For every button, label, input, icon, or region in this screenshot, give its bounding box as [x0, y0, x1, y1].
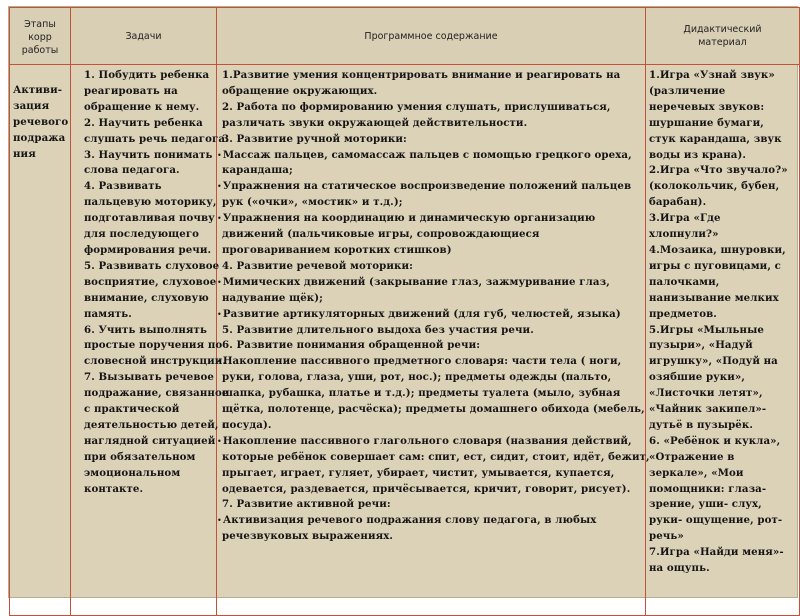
text-line: зеркале», «Мои: [649, 466, 744, 479]
text-line: 5. Развивать слуховое: [84, 259, 220, 272]
text-line: палочками,: [649, 275, 720, 288]
text-line: щётка, полотенце, расчёска); предметы домашнего обихода (мебель,: [222, 403, 645, 416]
text-line: 2.Игра «Что звучало?»: [649, 164, 788, 177]
text-line: реагировать на: [84, 84, 178, 97]
text-line: контакте.: [84, 482, 144, 495]
text-line: пальцевую моторику,: [84, 196, 217, 209]
text-line: шуршание бумаги,: [649, 116, 764, 129]
text-line: игрушку», «Подуй на: [649, 355, 778, 368]
text-line: речевого: [13, 115, 69, 128]
text-line: «Отражение в: [649, 450, 735, 463]
text-line: • Массаж пальцев, самомассаж пальцев с помощью грецкого ореха,: [217, 148, 643, 164]
text-line: посуда).: [222, 418, 272, 431]
text-line: озябшие руки»,: [649, 371, 746, 384]
text-line: слова педагога.: [84, 164, 180, 177]
text-line: одевается, раздевается, причёсывается, кричит, говорит, рисует).: [222, 482, 631, 495]
text-line: • Накопление пассивного предметного словаря: части тела ( ноги,: [217, 354, 643, 370]
text-line: 3. Научить понимать: [84, 148, 213, 161]
text-line: нанизывание мелких: [649, 291, 779, 304]
text-line: которые ребёнок совершает сам: спит, ест, сидит, стоит, идёт, бежит,: [222, 450, 650, 463]
text-line: речезвуковых выражениях.: [222, 530, 394, 543]
text-line: • Накопление пассивного глагольного словаря (названия действий,: [217, 434, 643, 450]
text-line: надувание щёк);: [222, 291, 324, 304]
material-cell: [646, 65, 800, 616]
text-line: 4.Мозаика, шнуровки,: [649, 243, 786, 256]
table-row: [10, 65, 800, 616]
text-line: при обязательном: [84, 450, 196, 463]
header-tasks: Задачи: [71, 8, 217, 65]
header-content: Программное содержание: [217, 8, 646, 65]
text-line: восприятие, слуховое: [84, 275, 217, 288]
text-line: подготавливая почву: [84, 212, 215, 225]
text-line: для последующего: [84, 228, 200, 241]
text-line: простые поручения по: [84, 339, 223, 352]
header-material: Дидактический материал: [646, 8, 800, 65]
text-line: игры с пуговицами, с: [649, 259, 781, 272]
text-line: воды из крана).: [649, 148, 747, 161]
stage-cell: [10, 65, 71, 616]
text-line: подража: [13, 131, 66, 144]
text-line: «Листочки летят»,: [649, 387, 763, 400]
text-line: 7. Развитие активной речи:: [222, 498, 391, 511]
text-line: обращение окружающих.: [222, 84, 378, 97]
text-line: (различение: [649, 84, 726, 97]
slide: [8, 6, 798, 598]
text-line: 7. Вызывать речевое: [84, 371, 214, 384]
text-line: предметов.: [649, 307, 717, 320]
text-line: карандаша;: [222, 164, 293, 177]
text-line: шапка, рубашка, платье и т.д.); предметы туалета (мыло, зубная: [222, 387, 621, 400]
text-line: 6. Развитие понимания обращенной речи:: [222, 339, 481, 352]
text-line: деятельностью детей, с: [84, 418, 229, 431]
text-line: 1.Игра «Узнай звук»: [649, 69, 775, 81]
text-line: (колокольчик, бубен,: [649, 180, 780, 193]
text-line: дутьё в пузырёк.: [649, 418, 753, 431]
text-line: ния: [13, 147, 36, 160]
text-line: на ощупь.: [649, 562, 710, 575]
text-line: 4. Развивать: [84, 180, 162, 193]
text-line: движений (пальчиковые игры, сопровождающиеся: [222, 228, 540, 241]
text-line: словесной инструкции.: [84, 355, 227, 368]
text-line: проговариванием коротких стишков): [222, 243, 452, 256]
text-line: с практической: [84, 403, 180, 416]
text-line: неречевых звуков:: [649, 100, 765, 113]
text-line: различать звуки окружающей действительности.: [222, 116, 528, 129]
text-line: руки, голова, глаза, уши, рот, нос.); предметы одежды (пальто,: [222, 371, 612, 384]
text-line: • Мимических движений (закрывание глаз, зажмуривание глаз,: [217, 275, 643, 291]
text-line: зация: [13, 99, 50, 112]
text-line: 2. Работа по формированию умения слушать, прислушиваться,: [222, 100, 611, 113]
text-line: «Чайник закипел»-: [649, 403, 767, 416]
text-line: наглядной ситуацией: [84, 434, 216, 447]
text-line: руки- ощущение, рот-: [649, 514, 783, 527]
text-line: • Активизация речевого подражания слову педагога, в любых: [217, 513, 643, 529]
text-line: 5. Развитие длительного выдоха без участия речи.: [222, 323, 534, 336]
text-line: эмоциональном: [84, 466, 181, 479]
text-line: формирования речи.: [84, 243, 212, 256]
text-line: барабан).: [649, 196, 707, 209]
table-header-row: [10, 8, 800, 65]
text-line: подражание, связанное: [84, 387, 229, 400]
lesson-plan-table: [9, 7, 800, 616]
text-line: 6. Учить выполнять: [84, 323, 207, 336]
text-line: 2. Научить ребенка: [84, 116, 203, 129]
text-line: речь»: [649, 530, 684, 543]
text-line: 1. Побудить ребенка: [84, 69, 210, 81]
text-line: • Упражнения на координацию и динамическую организацию: [217, 211, 643, 227]
text-line: слушать речь педагога.: [84, 132, 229, 145]
content-cell: [217, 65, 650, 616]
text-line: стук карандаша, звук: [649, 132, 782, 145]
text-line: 3. Развитие ручной моторики:: [222, 132, 407, 145]
tasks-cell: [71, 65, 229, 616]
text-line: внимание, слуховую: [84, 291, 209, 304]
text-line: 1.Развитие умения концентрировать внимание и реагировать на: [222, 69, 621, 81]
text-line: • Развитие артикуляторных движений (для губ, челюстей, языка): [217, 307, 643, 323]
text-line: 7.Игра «Найди меня»-: [649, 546, 784, 559]
text-line: 4. Развитие речевой моторики:: [222, 259, 414, 272]
text-line: 3.Игра «Где: [649, 212, 721, 225]
header-stage: Этапы корр работы: [10, 8, 71, 65]
text-line: • Упражнения на статическое воспроизведение положений пальцев: [217, 179, 643, 195]
text-line: рук («очки», «мостик» и т.д.);: [222, 196, 403, 209]
text-line: помощники: глаза-: [649, 482, 767, 495]
text-line: Активи-: [13, 84, 63, 96]
text-line: память.: [84, 307, 132, 320]
text-line: зрение, уши- слух,: [649, 498, 762, 511]
text-line: хлопнули?»: [649, 228, 719, 241]
text-line: пузыри», «Надуй: [649, 339, 753, 352]
text-line: 6. «Ребёнок и кукла»,: [649, 434, 781, 447]
text-line: обращение к нему.: [84, 100, 200, 113]
text-line: прыгает, играет, гуляет, убирает, чистит, умывается, купается,: [222, 466, 615, 479]
text-line: 5.Игры «Мыльные: [649, 323, 764, 336]
